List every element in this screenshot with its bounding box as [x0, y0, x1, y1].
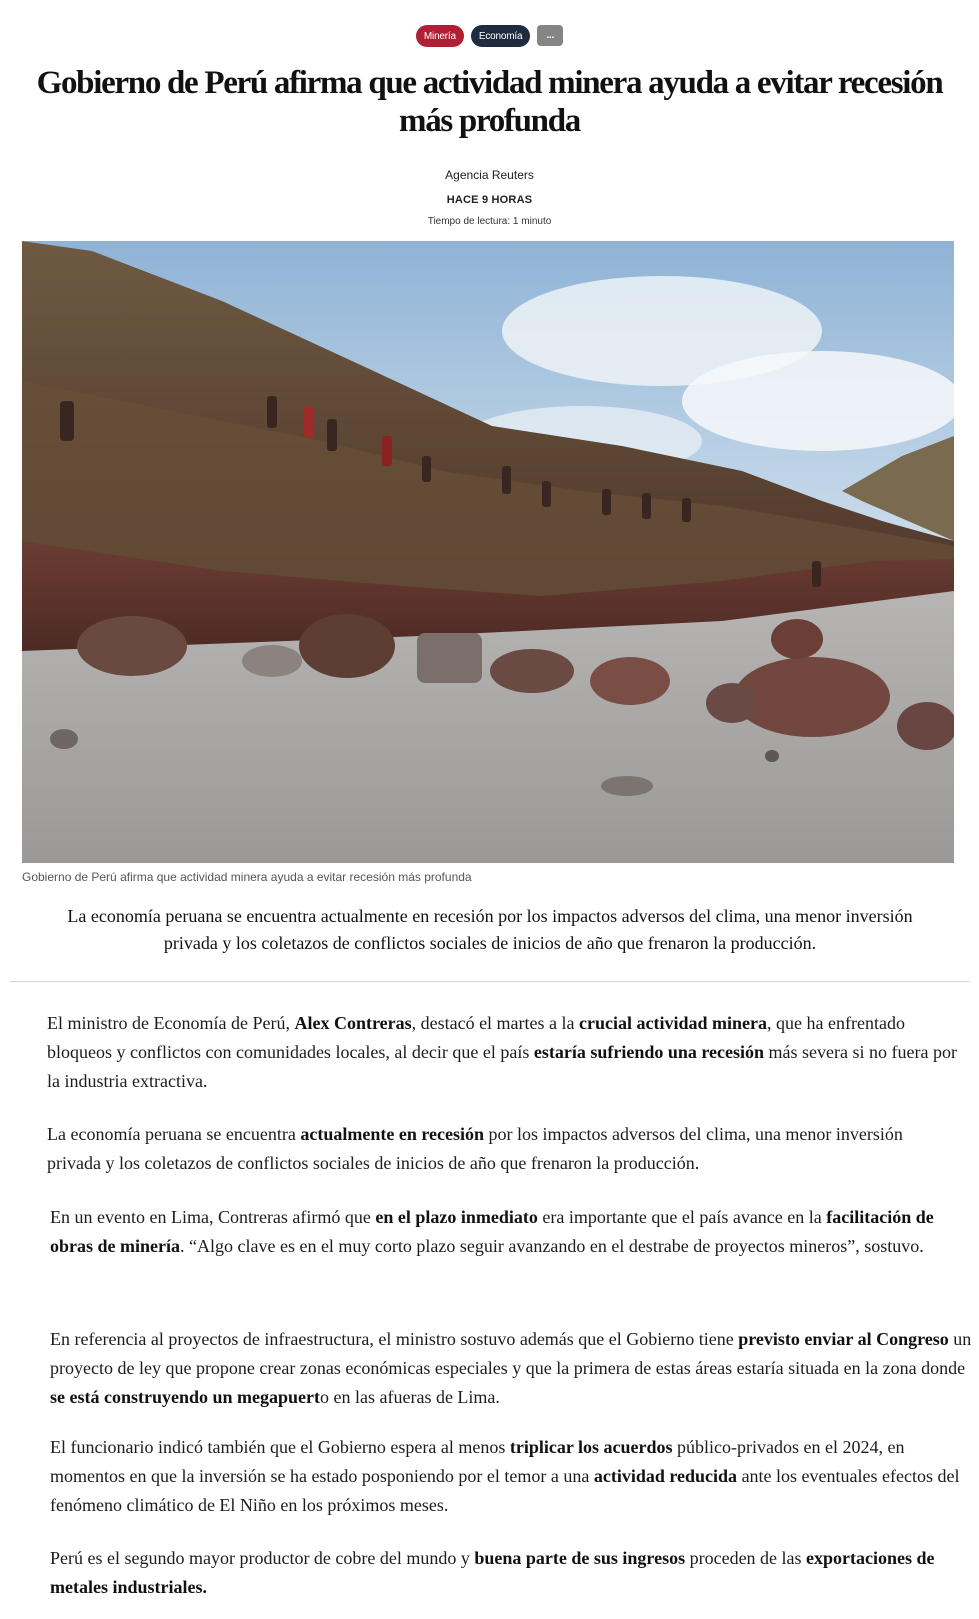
article-author: Agencia Reuters: [445, 168, 534, 182]
reading-time: Tiempo de lectura: 1 minuto: [427, 216, 552, 227]
paragraph-3: En un evento en Lima, Contreras afirmó que en el plazo inmediato era importante que el país avance en la facilitación de obras de minería. “Algo clave es en el muy corto plazo seguir avanzando en el destrabe de proyectos mineros”, sostuvo.: [50, 1207, 934, 1256]
divider: [10, 981, 970, 982]
more-tags-button[interactable]: ...: [537, 25, 563, 46]
tag-list: [0, 25, 979, 47]
tag-economia[interactable]: Economía: [471, 25, 530, 47]
tag-mineria[interactable]: Minería: [416, 25, 464, 47]
paragraph-5: El funcionario indicó también que el Gobierno espera al menos triplicar los acuerdos público-privados en el 2024, en momentos en que la inversión se ha estado posponiendo por el temor a una actividad reducida ante los eventuales efectos del fenómeno climático de El Niño en los próximos meses.: [50, 1437, 960, 1515]
article-time: HACE 9 HORAS: [446, 194, 533, 206]
hero-photo: [22, 241, 954, 863]
paragraph-6: Perú es el segundo mayor productor de cobre del mundo y buena parte de sus ingresos proceden de las exportaciones de metales industriales.: [50, 1548, 935, 1597]
article-lead: La economía peruana se encuentra actualmente en recesión por los impactos adversos del clima, una menor inversión privada y los coletazos de conflictos sociales de inicios de año que frenaron la producción.: [67, 906, 913, 953]
article-title: Gobierno de Perú afirma que actividad minera ayuda a evitar recesión más profunda: [36, 65, 943, 139]
paragraph-4: En referencia al proyectos de infraestructura, el ministro sostuvo además que el Gobierno tiene previsto enviar al Congreso un proyecto de ley que propone crear zonas económicas especiales y que la primera de estas áreas estaría situada en la zona donde se está construyendo un megapuerto en las afueras de Lima.: [50, 1329, 972, 1407]
paragraph-2: La economía peruana se encuentra actualmente en recesión por los impactos adversos del clima, una menor inversión privada y los coletazos de conflictos sociales de inicios de año que frenaron la producción.: [47, 1124, 903, 1173]
paragraph-1: El ministro de Economía de Perú, Alex Contreras, destacó el martes a la crucial actividad minera, que ha enfrentado bloqueos y conflictos con comunidades locales, al decir que el país estaría sufriendo una recesión más severa si no fuera por la industria extractiva.: [47, 1013, 957, 1091]
image-caption: Gobierno de Perú afirma que actividad minera ayuda a evitar recesión más profunda: [22, 870, 472, 884]
